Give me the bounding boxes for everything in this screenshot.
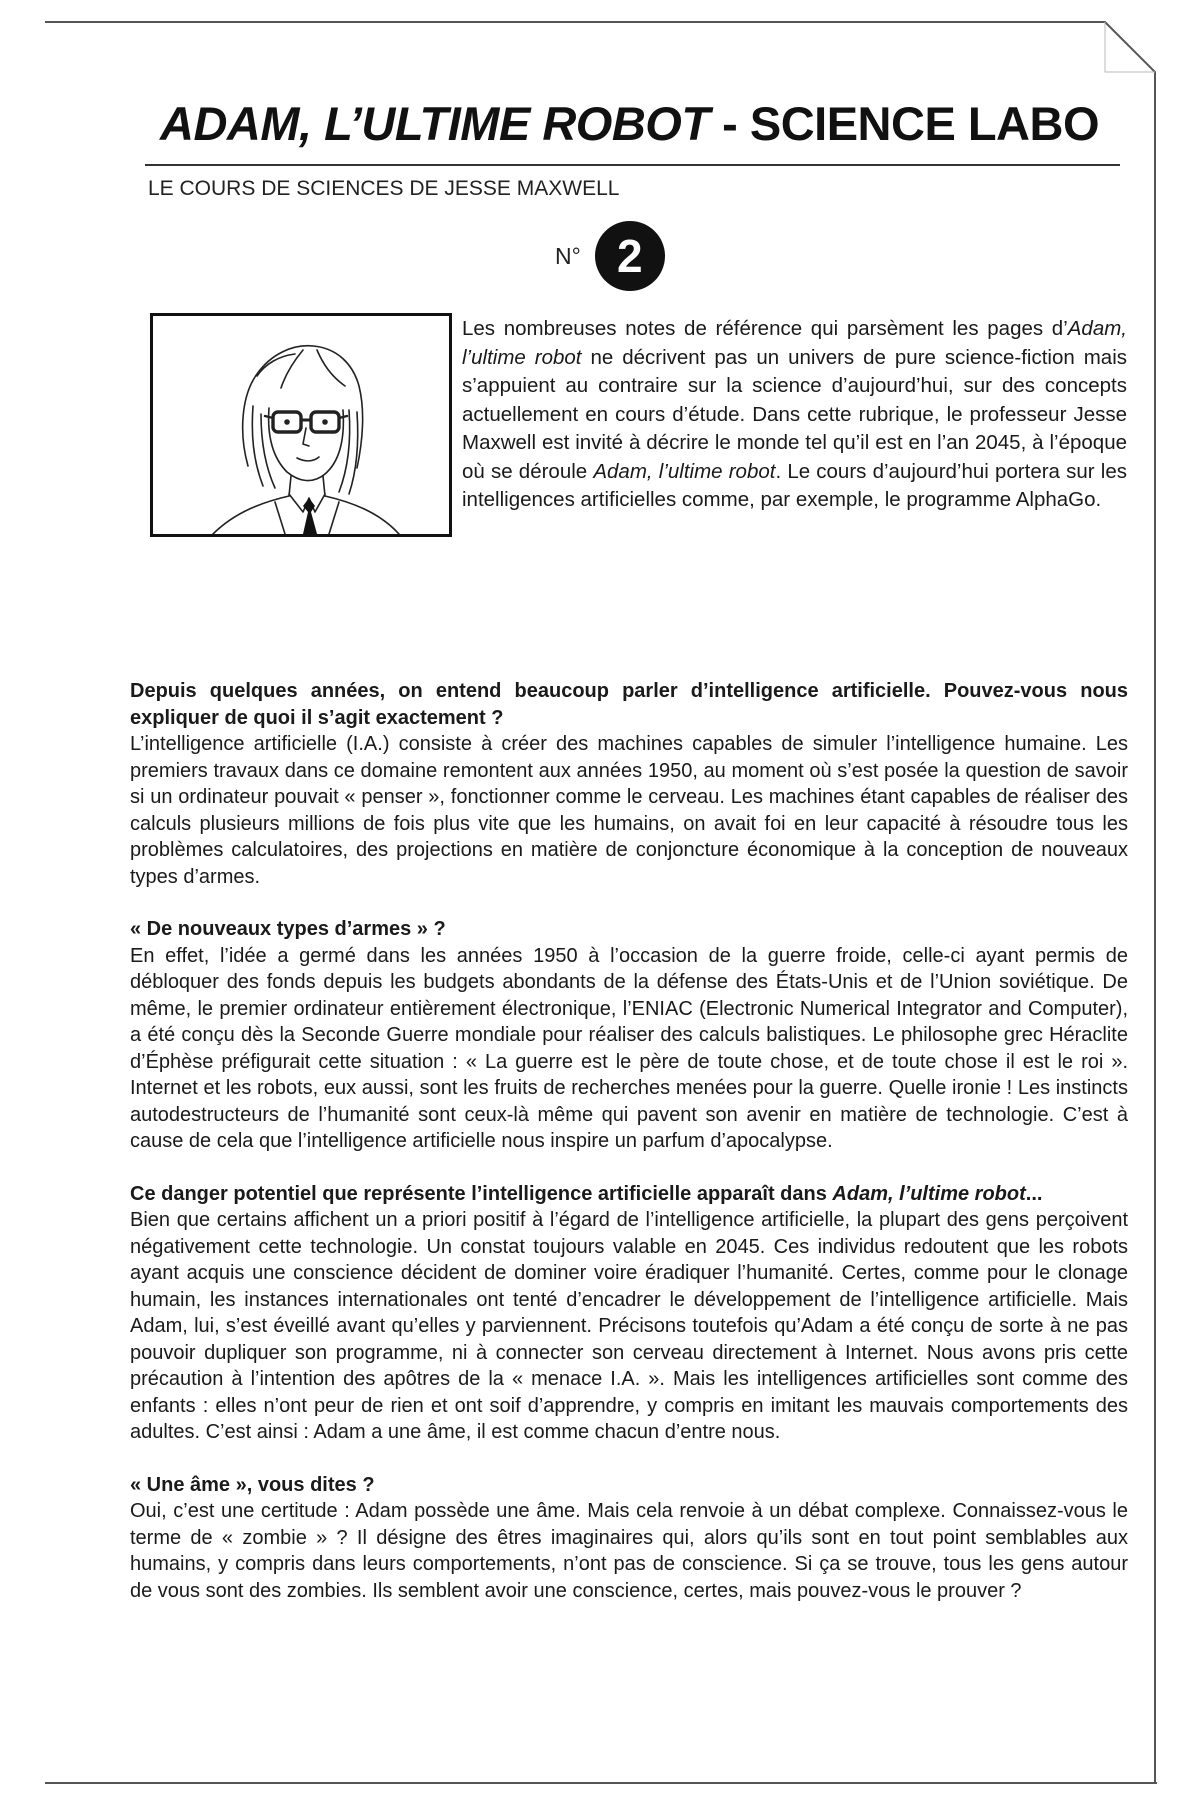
professor-portrait-icon [153,316,449,534]
intro-text-2: ne décrivent pas un univers de pure science-fiction mais s’appuient au contraire sur la science d’aujourd’hui, sur des concepts actuellement en cours d’étude. Dans cette rubrique, le professeur Jesse Maxwell est invité à décrire le monde tel qu’il est en l’an 2045, à l’époque où se déroule [462,345,1128,483]
interview-section-4 [130,1472,1128,1605]
answer-2: En effet, l’idée a germé dans les années 1950 à l’occasion de la guerre froide, celle-ci ayant permis de débloquer des fonds depuis les budgets abondants de la défense des États-Unis et de l’Union soviétique. De même, le premier ordinateur entièrement électronique, l’ENIAC (Electronic Numerical Integrator and Computer), a été conçu dès la Seconde Guerre mondiale pour réaliser des calculs balistiques. Le philosophe grec Héraclite d’Éphèse préfigurait cette situation : « La guerre est le père de toute chose, et de toute chose il est le roi ». Internet et les robots, eux aussi, sont les fruits de recherches menées pour la guerre. Quelle ironie ! Les instincts autodestructeurs de l’humanité sont ceux-là même qui pavent son avenir en matière de technologie. C’est à cause de cela que l’intelligence artificielle nous inspire un parfum d’apocalypse. [130,944,1128,1152]
title-rule [145,164,1120,166]
interview-section-1 [130,678,1128,890]
question-1: Depuis quelques années, on entend beaucoup parler d’intelligence artificielle. Pouvez-vous nous expliquer de quoi il s’agit exactement ? [130,680,1128,729]
title-italic: ADAM, L’ULTIME ROBOT [160,97,710,150]
title-separator: - [709,97,750,150]
answer-3: Bien que certains affichent un a priori positif à l’égard de l’intelligence artificielle, la plupart des gens perçoivent négativement cette technologie. Un constat toujours valable en 2045. Ces individus redoutent que les robots ayant acquis une conscience décident de dominer voire éradiquer l’humanité. Certes, comme pour le clonage humain, les instances internationales ont tenté d’encadrer le développement de l’intelligence artificielle. Mais Adam, lui, s’est éveillé avant qu’elles y parviennent. Précisons toutefois qu’Adam a été conçu de sorte à ne pas pouvoir dupliquer son programme, ni à connecter son cerveau directement à Internet. Nous avons pris cette précaution à l’intention des apôtres de la « menace I.A. ». Mais les intelligences artificielles sont comme des enfants : elles n’ont peur de rien et ont soif d’apprendre, y compris en imitant les mauvais comportements des adultes. C’est ainsi : Adam a une âme, il est comme chacun d’entre nous. [130,1209,1128,1443]
interview-section-3 [130,1181,1128,1446]
issue-marker [555,221,665,291]
question-3-work-title: Adam, l’ultime robot [832,1182,1026,1205]
title-rest: SCIENCE LABO [749,97,1099,150]
issue-prefix: N° [555,242,581,269]
intro-text-3: . Le cours d’aujourd’hui portera sur les intelligences artificielles comme, par exemple, le programme AlphaGo. [462,459,1127,511]
intro-paragraph [462,315,1127,515]
intro-text-1: Les nombreuses notes de référence qui parsèment les pages d’ [462,317,1068,340]
question-4: « Une âme », vous dites ? [130,1473,375,1496]
issue-number-badge: 2 [595,221,665,291]
question-3-end: ... [1025,1182,1043,1205]
intro-work-title-1: Adam, l’ultime robot [462,317,1127,369]
interview-section-2 [130,916,1128,1155]
bottom-rule [45,1782,1157,1784]
question-3-text: Ce danger potentiel que représente l’intelligence artificielle apparaît dans [130,1182,833,1205]
question-2: « De nouveaux types d’armes » ? [130,918,446,940]
intro-work-title-2: Adam, l’ultime robot [593,459,776,483]
answer-4: Oui, c’est une certitude : Adam possède une âme. Mais cela renvoie à un débat complexe. Connaissez-vous le terme de « zombie » ? Il désigne des êtres imaginaires qui, alors qu’ils sont en tout point semblables aux humains, y compris dans leurs comportements, n’ont pas de conscience. Si ça se trouve, tous les gens autour de vous sont des zombies. Ils semblent avoir une conscience, certes, mais pouvez-vous le prouver ? [130,1500,1128,1602]
question-3 [130,1181,1128,1208]
interview-body [130,678,1128,1630]
answer-1: L’intelligence artificielle (I.A.) consiste à créer des machines capables de simuler l’intelligence humaine. Les premiers travaux dans ce domaine remontent aux années 1950, au moment où s’est posée la question de savoir si un ordinateur pouvait « penser », fonctionner comme le cerveau. Les machines étant capables de réaliser des calculs plusieurs millions de fois plus vite que les humains, on avait foi en leur capacité à résoudre tous les problèmes calculatoires, des projections en matière de conjoncture économique à la conception de nouveaux types d’armes. [130,733,1128,888]
subtitle: LE COURS DE SCIENCES DE JESSE MAXWELL [148,177,620,200]
portrait-illustration [150,313,452,537]
page-title [160,96,1099,151]
